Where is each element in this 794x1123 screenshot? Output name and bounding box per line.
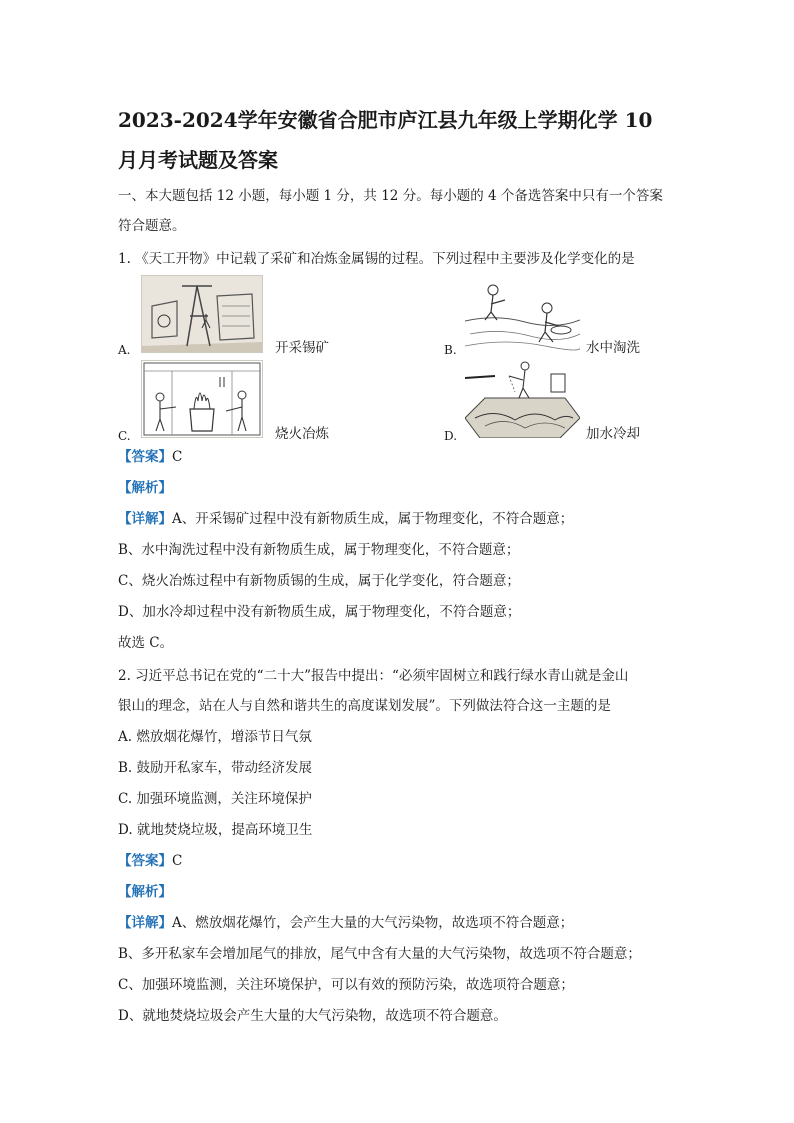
q2-answer xyxy=(118,852,182,870)
q2-analysis-tag: 【解析】 xyxy=(118,884,172,900)
cooling-illustration-drawing xyxy=(465,358,580,438)
q2-answer-tag: 【答案】 xyxy=(118,853,172,869)
mining-illustration xyxy=(141,275,263,353)
q2-detail-text1: A、燃放烟花爆竹，会产生大量的大气污染物，故选项不符合题意； xyxy=(172,915,574,931)
q1-option-d-label: 加水冷却 xyxy=(586,426,640,442)
washing-ore-illustration-drawing xyxy=(465,276,580,352)
q1-detail-line2: B、水中淘洗过程中没有新物质生成，属于物理变化，不符合题意； xyxy=(118,542,520,558)
q1-detail-line3: C、烧火冶炼过程中有新物质锡的生成，属于化学变化，符合题意； xyxy=(118,573,520,589)
q2-detail-line1 xyxy=(118,914,573,932)
q1-conclusion: 故选 C。 xyxy=(118,635,174,651)
q1-detail-line4: D、加水冷却过程中没有新物质生成，属于物理变化，不符合题意； xyxy=(118,604,521,620)
q1-answer xyxy=(118,448,182,466)
q1-detail-line1 xyxy=(118,510,573,528)
smelting-illustration-drawing xyxy=(142,361,262,437)
q1-option-a-letter: A. xyxy=(118,343,131,357)
washing-ore-illustration xyxy=(465,276,580,352)
q1-option-d-letter: D. xyxy=(444,429,458,443)
q1-answer-value: C xyxy=(172,449,183,465)
q1-option-b-label: 水中淘洗 xyxy=(586,340,640,356)
section-intro-line1: 一、本大题包括 12 小题，每小题 1 分，共 12 分。每小题的 4 个备选答案中只有一个答案 xyxy=(118,188,663,204)
q1-option-c-label: 烧火冶炼 xyxy=(275,426,329,442)
q1-option-a-label: 开采锡矿 xyxy=(275,340,329,356)
q1-detail-text1: A、开采锡矿过程中没有新物质生成，属于物理变化，不符合题意； xyxy=(172,511,574,527)
cooling-illustration xyxy=(465,358,580,438)
q1-analysis-tag: 【解析】 xyxy=(118,480,172,496)
q1-option-b-letter: B. xyxy=(444,343,457,357)
q2-stem-line1: 2. 习近平总书记在党的“二十大”报告中提出：“必须牢固树立和践行绿水青山就是金山 xyxy=(118,668,629,684)
q1-answer-tag: 【答案】 xyxy=(118,449,172,465)
q1-stem: 1. 《天工开物》中记载了采矿和冶炼金属锡的过程。下列过程中主要涉及化学变化的是 xyxy=(118,251,635,267)
q2-detail-line3: C、加强环境监测，关注环境保护，可以有效的预防污染，故选项符合题意； xyxy=(118,977,574,993)
q2-analysis-heading xyxy=(118,883,172,901)
q2-option-b: B. 鼓励开私家车，带动经济发展 xyxy=(118,760,313,776)
q2-answer-value: C xyxy=(172,853,183,869)
q2-stem-line2: 银山的理念，站在人与自然和谐共生的高度谋划发展”。下列做法符合这一主题的是 xyxy=(118,698,611,714)
q2-option-a: A. 燃放烟花爆竹，增添节日气氛 xyxy=(118,729,312,745)
q2-detail-line2: B、多开私家车会增加尾气的排放，尾气中含有大量的大气污染物，故选项不符合题意； xyxy=(118,946,641,962)
q2-detail-tag: 【详解】 xyxy=(118,915,172,931)
mining-illustration-drawing xyxy=(142,276,262,352)
section-intro-line2: 符合题意。 xyxy=(118,218,186,234)
smelting-illustration xyxy=(141,360,263,438)
q2-option-d: D. 就地焚烧垃圾，提高环境卫生 xyxy=(118,822,313,838)
document-title-line2: 月月考试题及答案 xyxy=(118,148,278,172)
q1-option-c-letter: C. xyxy=(118,429,131,443)
q2-option-c: C. 加强环境监测，关注环境保护 xyxy=(118,791,312,807)
q1-detail-tag: 【详解】 xyxy=(118,511,172,527)
q2-detail-line4: D、就地焚烧垃圾会产生大量的大气污染物，故选项不符合题意。 xyxy=(118,1008,507,1024)
q1-analysis-heading xyxy=(118,479,172,497)
document-title-line1: 2023-2024学年安徽省合肥市庐江县九年级上学期化学 10 xyxy=(118,108,653,132)
